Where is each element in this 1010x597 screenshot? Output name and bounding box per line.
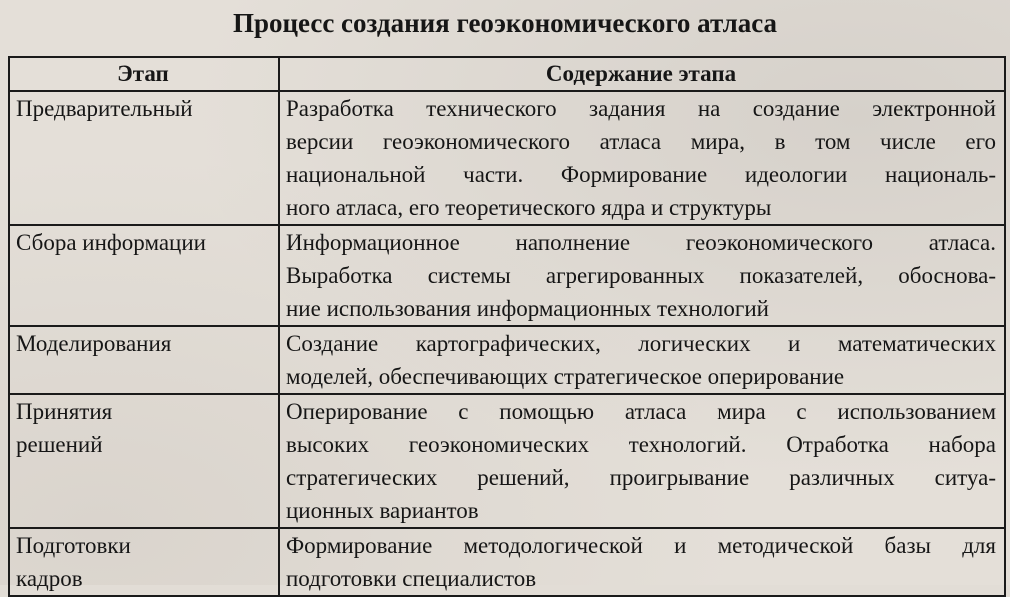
table-row — [9, 225, 1005, 326]
content-line: высоких геоэкономических технологий. Отработка набора — [286, 432, 996, 457]
content-line: ние использования информационных технологий — [286, 296, 769, 321]
stage-cell — [9, 528, 279, 596]
content-line: Формирование методологической и методической базы для — [286, 533, 996, 558]
column-header-stage: Этап — [9, 57, 279, 91]
content-cell — [279, 91, 1005, 225]
stage-name: Предварительный — [16, 96, 193, 121]
stage-cell — [9, 394, 279, 528]
content-cell — [279, 326, 1005, 394]
content-line: Создание картографических, логических и математических — [286, 331, 996, 356]
stage-cell — [9, 326, 279, 394]
stage-name: Принятия — [16, 399, 113, 424]
content-line: ного атласа, его теоретического ядра и структуры — [286, 195, 772, 220]
content-line: Информационное наполнение геоэкономического атласа. — [286, 230, 996, 255]
table-row — [9, 326, 1005, 394]
content-cell — [279, 394, 1005, 528]
table-row — [9, 528, 1005, 596]
content-line: Оперирование с помощью атласа мира с использованием — [286, 399, 996, 424]
content-line: моделей, обеспечивающих стратегическое оперирование — [286, 364, 845, 389]
content-line: ционных вариантов — [286, 498, 479, 523]
stages-table — [8, 56, 1006, 597]
stage-name: Сбора информации — [16, 230, 206, 255]
document-title: Процесс создания геоэкономического атласа — [232, 8, 778, 38]
table-row — [9, 394, 1005, 528]
content-line: Разработка технического задания на создание электронной — [286, 96, 996, 121]
stage-cell — [9, 225, 279, 326]
content-cell — [279, 528, 1005, 596]
stage-name: решений — [16, 432, 103, 457]
table-header-row — [9, 57, 1005, 91]
column-header-content: Содержание этапа — [279, 57, 1005, 91]
content-line: версии геоэкономического атласа мира, в том числе его — [286, 129, 996, 154]
stage-name: Моделирования — [16, 331, 172, 356]
content-line: Выработка системы агрегированных показателей, обоснова- — [286, 263, 996, 288]
stage-cell — [9, 91, 279, 225]
stage-name: Подготовки — [16, 533, 131, 558]
content-line: стратегических решений, проигрывание различных ситуа- — [286, 465, 996, 490]
content-cell — [279, 225, 1005, 326]
content-line: подготовки специалистов — [286, 566, 537, 591]
stage-name: кадров — [16, 566, 83, 591]
table-row — [9, 91, 1005, 225]
content-line: национальной части. Формирование идеологии националь- — [286, 162, 996, 187]
